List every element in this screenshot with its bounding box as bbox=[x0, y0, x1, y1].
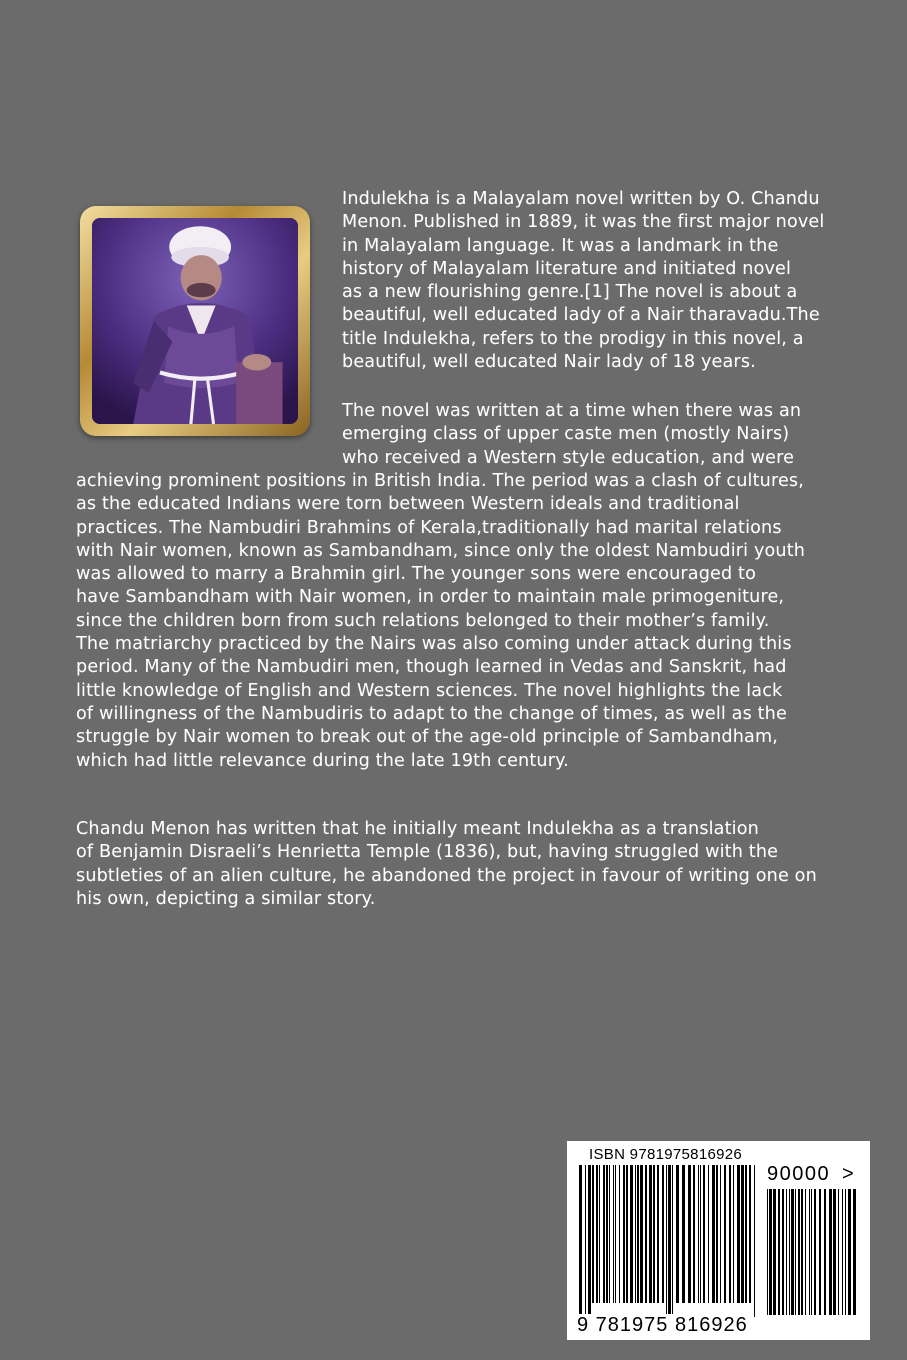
text-line: as a new flourishing genre.[1] The novel is about a bbox=[342, 282, 798, 303]
isbn-barcode bbox=[567, 1141, 870, 1340]
text-line: little knowledge of English and Western sciences. The novel highlights the lack bbox=[76, 680, 783, 701]
author-portrait-icon bbox=[92, 218, 298, 424]
price-arrow: > bbox=[842, 1163, 854, 1185]
text-line: as the educated Indians were torn between Western ideals and traditional bbox=[76, 494, 740, 515]
text-line: of willingness of the Nambudiris to adapt to the change of times, as well as the bbox=[76, 703, 787, 724]
text-line: who received a Western style education, and were bbox=[342, 447, 795, 468]
text-line: in Malayalam language. It was a landmark in the bbox=[342, 235, 779, 256]
text-line: title Indulekha, refers to the prodigy in this novel, a bbox=[342, 328, 804, 349]
text-line: emerging class of upper caste men (mostly Nairs) bbox=[342, 424, 790, 445]
text-line: Chandu Menon has written that he initially meant Indulekha as a translation bbox=[76, 819, 759, 839]
blurb-paragraph-2 bbox=[76, 470, 805, 773]
blurb-paragraph-1 bbox=[342, 188, 824, 374]
text-line: struggle by Nair women to break out of the age-old principle of Sambandham, bbox=[76, 727, 779, 748]
barcode-bars-icon bbox=[579, 1165, 759, 1317]
text-line: with Nair women, known as Sambandham, since only the oldest Nambudiri youth bbox=[76, 540, 806, 561]
price-code: 90000 bbox=[767, 1163, 831, 1185]
text-line: his own, depicting a similar story. bbox=[76, 888, 376, 909]
text-line: practices. The Nambudiri Brahmins of Kerala,traditionally had marital relations bbox=[76, 517, 782, 538]
text-line: was allowed to marry a Brahmin girl. The younger sons were encouraged to bbox=[76, 564, 757, 585]
text-line: period. Many of the Nambudiri men, though learned in Vedas and Sanskrit, had bbox=[76, 657, 787, 678]
text-line: history of Malayalam literature and initiated novel bbox=[342, 258, 792, 279]
text-line: since the children born from such relations belonged to their mother’s family. bbox=[76, 610, 770, 631]
text-line: achieving prominent positions in British India. The period was a clash of cultures, bbox=[76, 471, 804, 491]
blurb-paragraph-3 bbox=[76, 818, 817, 911]
text-line: have Sambandham with Nair women, in order to maintain male primogeniture, bbox=[76, 587, 785, 608]
isbn-digits: 9 781975 816926 bbox=[577, 1314, 748, 1336]
text-line: Indulekha is a Malayalam novel written by O. Chandu bbox=[342, 189, 820, 209]
text-line: subtleties of an alien culture, he abandoned the project in favour of writing one on bbox=[76, 865, 817, 886]
text-line: beautiful, well educated lady of a Nair tharavadu.The bbox=[342, 305, 820, 326]
author-portrait bbox=[92, 218, 298, 424]
addon-barcode-bars-icon bbox=[767, 1189, 857, 1329]
author-portrait-frame bbox=[80, 206, 310, 436]
text-line: Menon. Published in 1889, it was the first major novel bbox=[342, 212, 825, 233]
text-line: The novel was written at a time when there was an bbox=[342, 401, 802, 421]
text-line: which had little relevance during the late 19th century. bbox=[76, 750, 569, 771]
text-line: of Benjamin Disraeli’s Henrietta Temple (1836), but, having struggled with the bbox=[76, 842, 779, 863]
isbn-label: ISBN 9781975816926 bbox=[589, 1146, 743, 1163]
blurb-paragraph-2-head bbox=[342, 400, 801, 470]
text-line: The matriarchy practiced by the Nairs was also coming under attack during this bbox=[76, 634, 792, 655]
text-line: beautiful, well educated Nair lady of 18 years. bbox=[342, 352, 756, 373]
